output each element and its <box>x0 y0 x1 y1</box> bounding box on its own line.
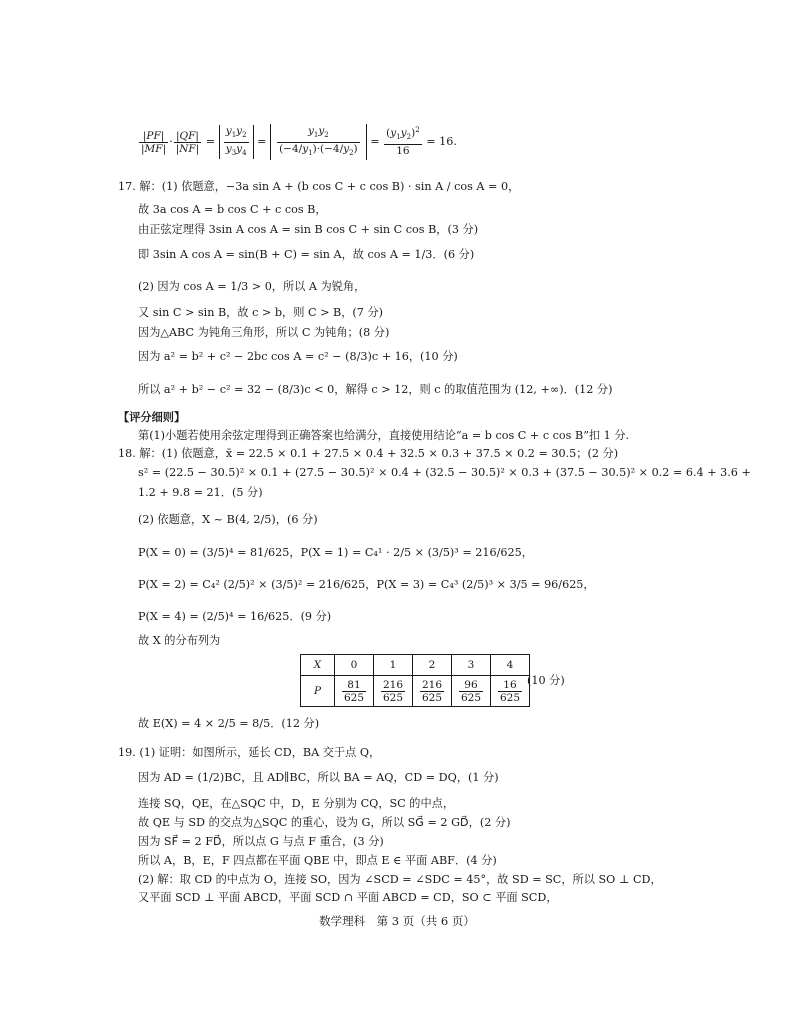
distribution-table <box>300 654 530 707</box>
q18-line-1: 18. 解：(1) 依题意，x̄ = 22.5 × 0.1 + 27.5 × 0.4 + 32.5 × 0.3 + 37.5 × 0.2 = 30.5；(2 分) <box>118 447 619 460</box>
q18-line-5: P(X = 0) = (3/5)⁴ = 81/625，P(X = 1) = C₄¹ · 2/5 × (3/5)³ = 216/625， <box>138 546 533 559</box>
p-value-cell <box>491 676 530 707</box>
q17-line-4: 即 3sin A cos A = sin(B + C) = sin A，故 cos A = 1/3．(6 分) <box>138 248 475 261</box>
p-denominator: 625 <box>382 691 404 704</box>
p-numerator: 216 <box>421 678 443 691</box>
q19-line-4: 故 QE 与 SD 的交点为△SQC 的重心，设为 G，所以 SG⃗ = 2 GD⃗，(2 分) <box>138 816 511 829</box>
q17-line-1: 17. 解：(1) 依题意，−3a sin A + (b cos C + c cos B) · sin A / cos A = 0， <box>118 180 520 193</box>
q18-line-3: 1.2 + 9.8 = 21．(5 分) <box>138 486 263 499</box>
q19-line-1: 19. (1) 证明：如图所示，延长 CD，BA 交于点 Q， <box>118 746 381 759</box>
x-value-cell: 3 <box>452 655 491 676</box>
q18-line-7: P(X = 4) = (2/5)⁴ = 16/625．(9 分) <box>138 610 332 623</box>
q18-line-4: (2) 依题意，X ~ B(4, 2/5)，(6 分) <box>138 513 318 526</box>
p-denominator: 625 <box>421 691 443 704</box>
p-value-cell <box>374 676 413 707</box>
p-numerator: 16 <box>498 679 522 692</box>
q18-line-6: P(X = 2) = C₄² (2/5)² × (3/5)² = 216/625，P(X = 3) = C₄³ (2/5)³ × 3/5 = 96/625， <box>138 578 595 591</box>
q17-line-6: 又 sin C > sin B，故 c > b，则 C > B，(7 分) <box>138 306 383 319</box>
x-value-cell: 2 <box>413 655 452 676</box>
formula-pf-qf-ratio: $\frac{|PF|}{|MF|}$ · $\frac{|QF|}{|NF|}$ = $\frac{y_1y_2}{y_3y_4}$ = $\frac{y_1y_2}{(-4/y_1)\cdot(-4/y_2)}$ = $\frac{(y_1y_2)^2}{16}$ = 16. <box>138 122 457 162</box>
q17-line-3: 由正弦定理得 3sin A cos A = sin B cos C + sin C cos B，(3 分) <box>138 223 479 236</box>
rubric-heading: 【评分细则】 <box>118 410 186 424</box>
p-denominator: 625 <box>343 691 365 704</box>
p-numerator: 81 <box>342 679 366 692</box>
q18-line-9: 故 E(X) = 4 × 2/5 = 8/5．(12 分) <box>138 717 320 730</box>
rubric-text: 第(1)小题若使用余弦定理得到正确答案也给满分，直接使用结论“a = b cos C + c cos B”扣 1 分. <box>138 429 630 442</box>
p-value-cell <box>413 676 452 707</box>
x-value-cell: 0 <box>335 655 374 676</box>
x-value-cell: 1 <box>374 655 413 676</box>
q19-line-5: 因为 SF⃗ = 2 FD⃗，所以点 G 与点 F 重合，(3 分) <box>138 835 384 848</box>
p-numerator: 96 <box>459 679 483 692</box>
q19-line-2: 因为 AD = (1/2)BC，且 AD∥BC，所以 BA = AQ，CD = DQ，(1 分) <box>138 771 499 784</box>
q18-line-2: s² = (22.5 − 30.5)² × 0.1 + (27.5 − 30.5)² × 0.4 + (32.5 − 30.5)² × 0.3 + (37.5 − 30.5)² × 0.2 = 6.4 + 3.6 + <box>138 466 751 479</box>
table-score-tag: (10 分) <box>527 674 565 687</box>
x-value-cell: 4 <box>491 655 530 676</box>
q18-line-8: 故 X 的分布列为 <box>138 634 221 647</box>
q19-line-7: (2) 解：取 CD 的中点为 O，连接 SO，因为 ∠SCD = ∠SDC = 45°，故 SD = SC，所以 SO ⊥ CD， <box>138 873 662 886</box>
q17-line-9: 所以 a² + b² − c² = 32 − (8/3)c < 0，解得 c > 12，则 c 的取值范围为 (12, +∞)．(12 分) <box>138 383 613 396</box>
p-denominator: 625 <box>499 691 521 704</box>
q17-line-7: 因为△ABC 为钝角三角形，所以 C 为钝角；(8 分) <box>138 326 390 339</box>
x-header-cell: X <box>301 655 335 676</box>
page-footer: 数学理科 第 3 页（共 6 页） <box>319 914 475 928</box>
table-row <box>301 676 530 707</box>
table-row <box>301 655 530 676</box>
p-value-cell <box>452 676 491 707</box>
q19-line-3: 连接 SQ，QE，在△SQC 中，D，E 分别为 CQ，SC 的中点， <box>138 797 455 810</box>
q17-line-2: 故 3a cos A = b cos C + c cos B， <box>138 203 327 216</box>
q17-line-5: (2) 因为 cos A = 1/3 > 0，所以 A 为锐角， <box>138 280 366 293</box>
p-header-cell: P <box>301 676 335 707</box>
p-numerator: 216 <box>382 678 404 691</box>
p-denominator: 625 <box>460 691 482 704</box>
q17-line-8: 因为 a² = b² + c² − 2bc cos A = c² − (8/3)c + 16，(10 分) <box>138 350 458 363</box>
q19-line-8: 又平面 SCD ⊥ 平面 ABCD，平面 SCD ∩ 平面 ABCD = CD，SO ⊂ 平面 SCD， <box>138 891 558 904</box>
p-value-cell <box>335 676 374 707</box>
q19-line-6: 所以 A，B，E，F 四点都在平面 QBE 中，即点 E ∈ 平面 ABF．(4 分) <box>138 854 497 867</box>
